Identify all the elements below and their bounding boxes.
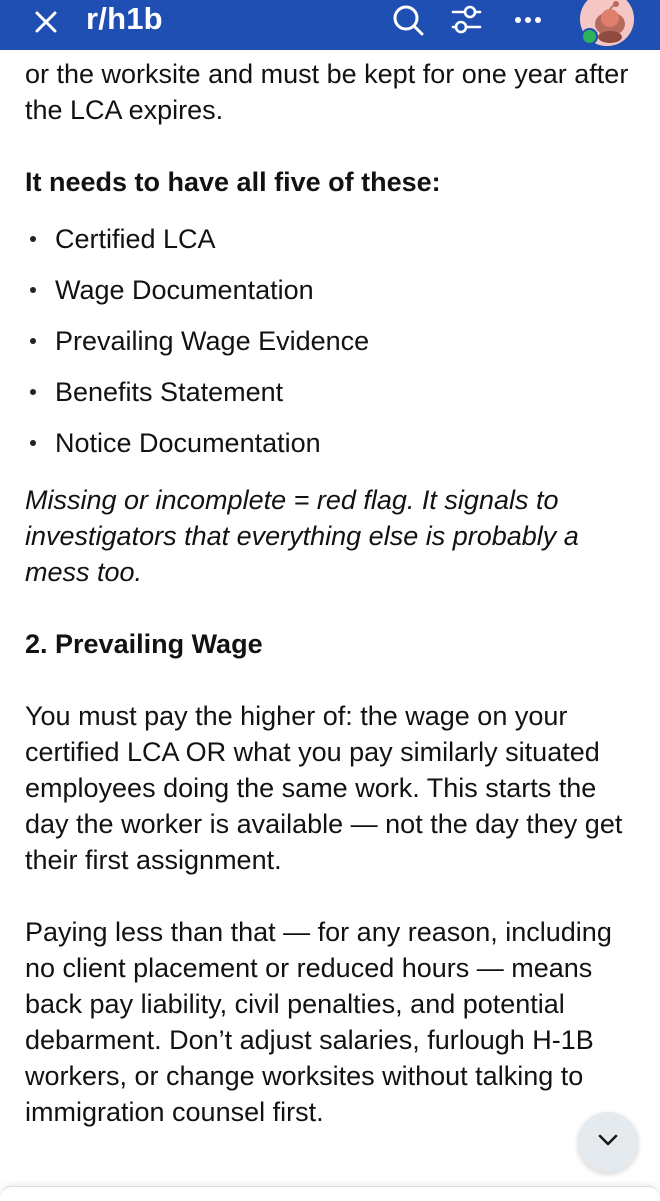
bottom-sheet-edge bbox=[0, 1186, 660, 1201]
bullet bbox=[30, 287, 36, 293]
list-item: Wage Documentation bbox=[25, 272, 635, 323]
close-icon[interactable] bbox=[28, 4, 64, 40]
scroll-down-button[interactable] bbox=[578, 1112, 638, 1172]
intro-text: or the worksite and must be kept for one year after the LCA expires. bbox=[25, 59, 629, 125]
sort-sliders-icon[interactable] bbox=[446, 2, 486, 38]
list-item: Prevailing Wage Evidence bbox=[25, 323, 635, 374]
requirements-list bbox=[25, 221, 635, 476]
list-item: Notice Documentation bbox=[25, 425, 635, 476]
requirements-heading: It needs to have all five of these: bbox=[25, 167, 441, 197]
more-dots-icon[interactable] bbox=[508, 2, 548, 38]
paragraph-prevailing-wage: You must pay the higher of: the wage on your certified LCA OR what you pay similarly situated employees doing the same work. This starts the day the worker is available — not the day they get their first assignment. bbox=[25, 701, 623, 875]
subreddit-title[interactable]: r/h1b bbox=[86, 1, 163, 36]
chevron-down-icon bbox=[595, 1127, 621, 1158]
list-item: Benefits Statement bbox=[25, 374, 635, 425]
paragraph-penalties: Paying less than that — for any reason, including no client placement or reduced hours — means back pay liability, civil penalties, and potential debarment. Don’t adjust salaries, furlough H-1B workers, or change worksites without talking to immigration counsel first. bbox=[25, 917, 612, 1127]
post-body bbox=[25, 56, 635, 1130]
warning-text: Missing or incomplete = red flag. It signals to investigators that everything else is probably a mess too. bbox=[25, 485, 579, 587]
bullet bbox=[30, 338, 36, 344]
bullet bbox=[30, 440, 36, 446]
search-icon[interactable] bbox=[388, 2, 428, 38]
online-status-dot bbox=[581, 28, 598, 45]
top-app-bar bbox=[0, 0, 660, 50]
bullet bbox=[30, 389, 36, 395]
bullet bbox=[30, 236, 36, 242]
list-item: Certified LCA bbox=[25, 221, 635, 272]
section-heading: 2. Prevailing Wage bbox=[25, 629, 263, 659]
